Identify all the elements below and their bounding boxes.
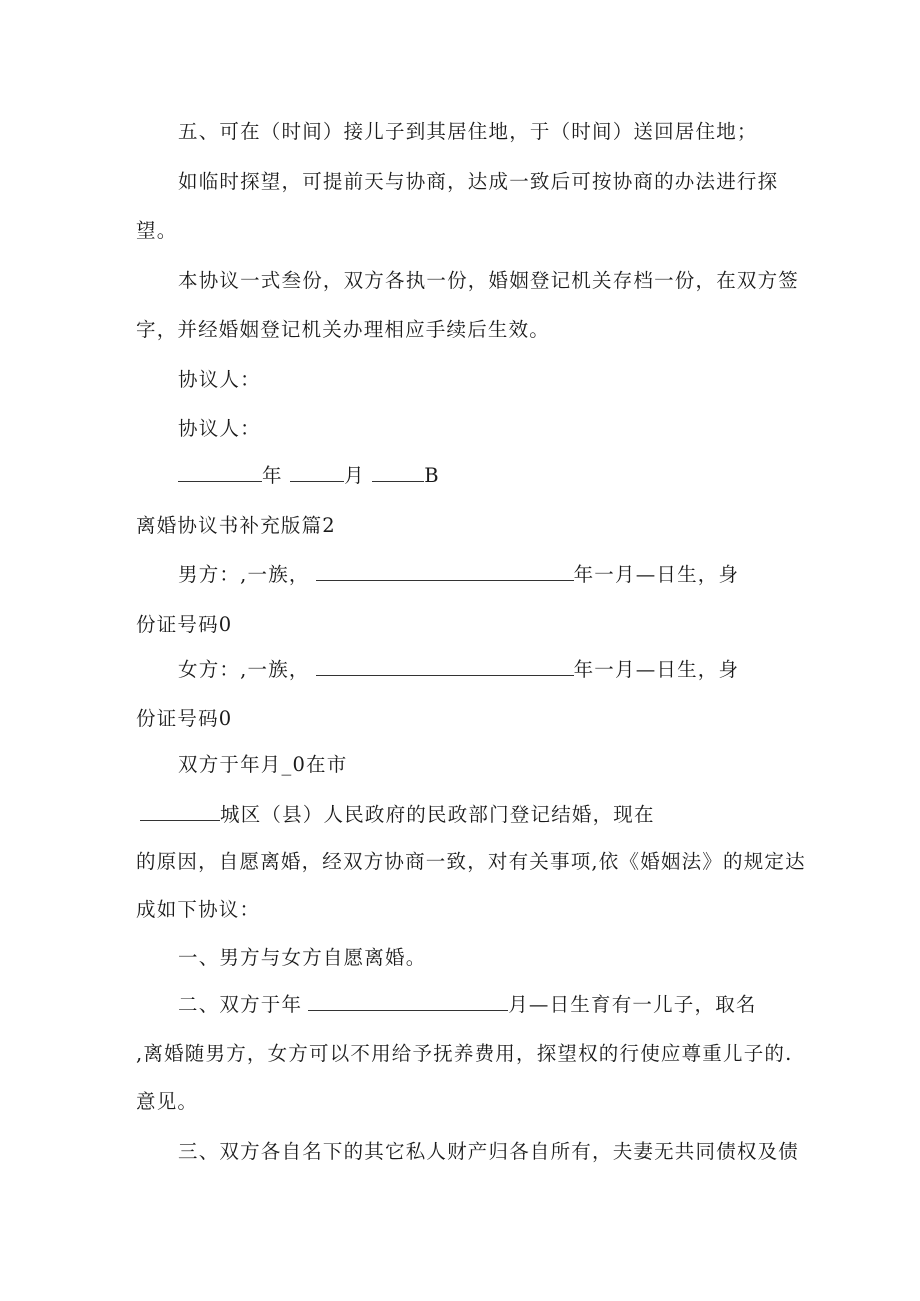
district-blank	[140, 802, 220, 821]
item-2-suffix: 月—日生育有一儿子，取名	[508, 993, 757, 1016]
male-party-birth: 年一月—日生，身	[573, 563, 740, 586]
female-party-blank	[316, 657, 574, 676]
signer-label-2: 协议人：	[178, 417, 261, 440]
date-year-blank	[178, 463, 262, 482]
visit-paragraph-line-1: 如临时探望，可提前天与协商，达成一致后可按协商的办法进行探	[178, 170, 779, 193]
date-day-blank	[372, 463, 424, 482]
female-party-line	[178, 656, 739, 684]
item-2-line-3: 意见。	[136, 1090, 199, 1113]
male-id-number: 份证号码0	[136, 613, 233, 636]
item-3: 三、双方各自名下的其它私人财产归各自所有，夫妻无共同债权及债	[178, 1140, 800, 1163]
copies-paragraph-line-2: 字，并经婚姻登记机关办理相应手续后生效。	[136, 318, 551, 341]
date-year-label: 年	[262, 464, 283, 487]
item-1: 一、男方与女方自愿离婚。	[178, 946, 427, 969]
item-2-line-2: ,离婚随男方，女方可以不用给予抚养费用，探望权的行使应尊重儿子的.	[136, 1042, 793, 1065]
section-heading: 离婚协议书补充版篇2	[136, 514, 336, 537]
item-2-prefix: 二、双方于年	[178, 993, 303, 1016]
marriage-line-1: 双方于年月_0在市	[178, 753, 348, 776]
marriage-line-3: 的原因，自愿离婚，经双方协商一致，对有关事项,依《婚姻法》的规定达	[136, 850, 806, 873]
copies-paragraph-line-1: 本协议一式叁份，双方各执一份，婚姻登记机关存档一份，在双方签	[178, 269, 800, 292]
male-party-blank	[316, 562, 574, 581]
marriage-line-2	[140, 801, 655, 829]
male-party-label: 男方：,一族，	[178, 563, 310, 586]
child-birth-blank	[308, 992, 508, 1011]
date-line	[178, 462, 440, 490]
date-month-blank	[290, 463, 344, 482]
signer-label-1: 协议人：	[178, 368, 261, 391]
male-party-line	[178, 561, 739, 589]
item-2-line-1	[178, 991, 757, 1019]
female-id-number: 份证号码0	[136, 707, 233, 730]
date-day-label: B	[424, 464, 440, 487]
visit-paragraph-line-2: 望。	[136, 219, 178, 242]
female-party-label: 女方：,一族，	[178, 658, 310, 681]
female-party-birth: 年一月—日生，身	[573, 658, 740, 681]
date-month-label: 月	[344, 464, 365, 487]
clause-5: 五、可在（时间）接儿子到其居住地，于（时间）送回居住地；	[178, 120, 758, 143]
marriage-line-2-text: 城区（县）人民政府的民政部门登记结婚，现在	[220, 803, 655, 826]
marriage-line-4: 成如下协议：	[136, 898, 261, 921]
